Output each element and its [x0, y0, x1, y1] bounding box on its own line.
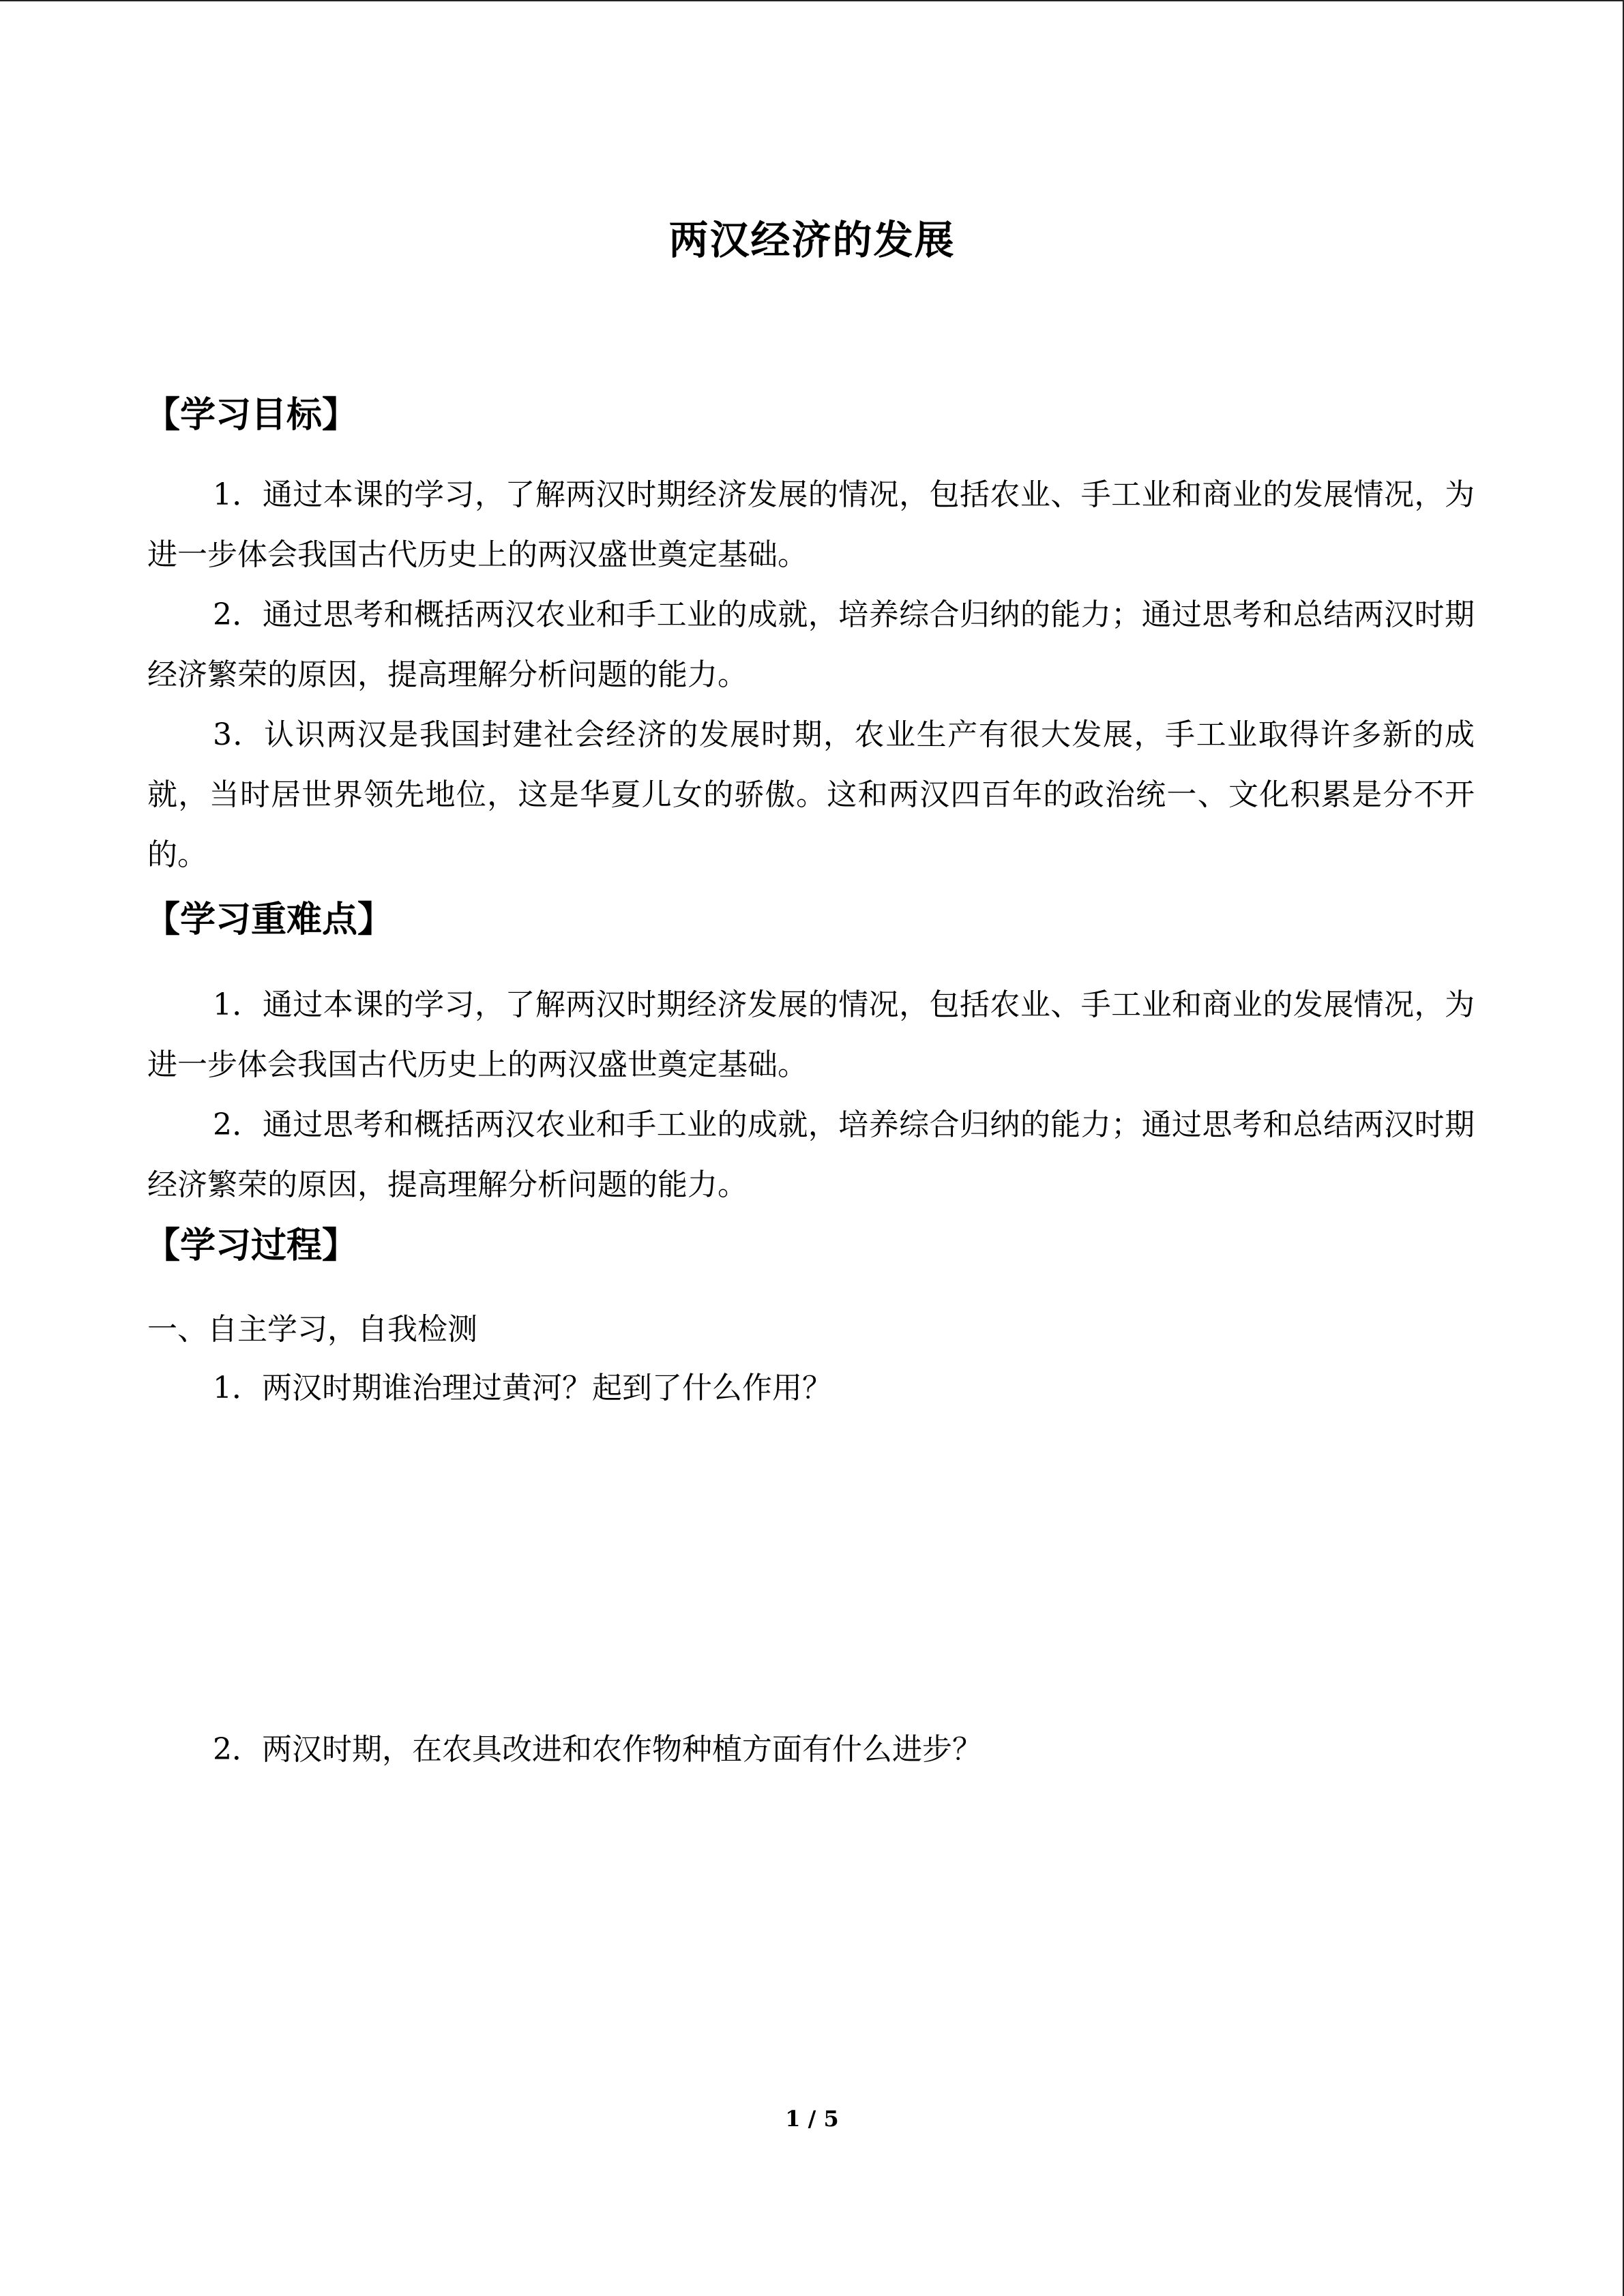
- objective-item-2: 2．通过思考和概括两汉农业和手工业的成就，培养综合归纳的能力；通过思考和总结两汉时期经济繁荣的原因，提高理解分析问题的能力。: [147, 597, 1475, 692]
- question-1: 1．两汉时期谁治理过黄河？起到了什么作用？: [213, 1371, 832, 1405]
- objective-item-3: 3．认识两汉是我国封建社会经济的发展时期，农业生产有很大发展，手工业取得许多新的成就，当时居世界领先地位，这是华夏儿女的骄傲。这和两汉四百年的政治统一、文化积累是分不开的。: [147, 717, 1475, 872]
- process-subheading: 一、自主学习，自我检测: [147, 1312, 477, 1347]
- objective-item-1: 1．通过本课的学习，了解两汉时期经济发展的情况，包括农业、手工业和商业的发展情况，为进一步体会我国古代历史上的两汉盛世奠定基础。: [147, 477, 1475, 572]
- question-2: 2．两汉时期，在农具改进和农作物种植方面有什么进步？: [213, 1732, 982, 1767]
- document-title: 两汉经济的发展: [668, 217, 956, 263]
- page-number: 1 / 5: [785, 2106, 839, 2132]
- key-point-item-2: 2．通过思考和概括两汉农业和手工业的成就，培养综合归纳的能力；通过思考和总结两汉时期经济繁荣的原因，提高理解分析问题的能力。: [147, 1107, 1475, 1202]
- section-heading-key-points: 【学习重难点】: [145, 899, 394, 940]
- key-point-item-1: 1．通过本课的学习，了解两汉时期经济发展的情况，包括农业、手工业和商业的发展情况，为进一步体会我国古代历史上的两汉盛世奠定基础。: [147, 987, 1475, 1082]
- section-heading-objectives: 【学习目标】: [145, 394, 358, 436]
- section-heading-process: 【学习过程】: [145, 1225, 358, 1266]
